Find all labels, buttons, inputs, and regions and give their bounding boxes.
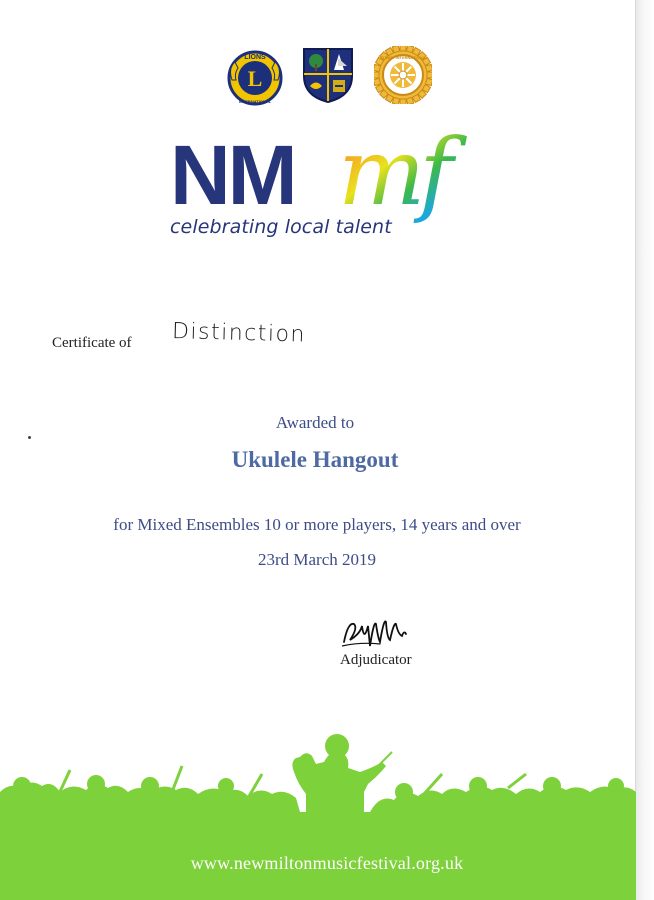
svg-text:INTERNATIONAL: INTERNATIONAL: [238, 99, 272, 104]
school-crest-logo: [301, 46, 355, 104]
rotary-logo: [374, 46, 432, 104]
scan-speck: [28, 436, 31, 439]
brand-tagline: celebrating local talent: [170, 216, 392, 238]
recipient-name: Ukulele Hangout: [231, 447, 399, 472]
award-date: 23rd March 2019: [257, 550, 377, 569]
svg-text:ROTARY INTERNATIONAL: ROTARY INTERNATIONAL: [378, 55, 428, 60]
adjudicator-label: Adjudicator: [340, 652, 412, 668]
sponsor-logos: [0, 46, 654, 116]
awarded-to-label: Awarded to: [275, 413, 355, 432]
certificate-type-handwritten: Distinction: [171, 319, 307, 348]
svg-text:L: L: [247, 66, 263, 91]
lions-club-logo: [226, 46, 284, 110]
certificate-label: Certificate of: [52, 335, 132, 351]
svg-text:LIONS: LIONS: [244, 54, 266, 61]
award-category: for Mixed Ensembles 10 or more players, 14 years and over: [113, 515, 521, 534]
adjudicator-signature: [340, 612, 412, 656]
logo-letters-nm: NM: [170, 128, 295, 222]
logo-letters-mf: mf: [338, 119, 448, 226]
festival-website: www.newmiltonmusicfestival.org.uk: [190, 853, 464, 873]
